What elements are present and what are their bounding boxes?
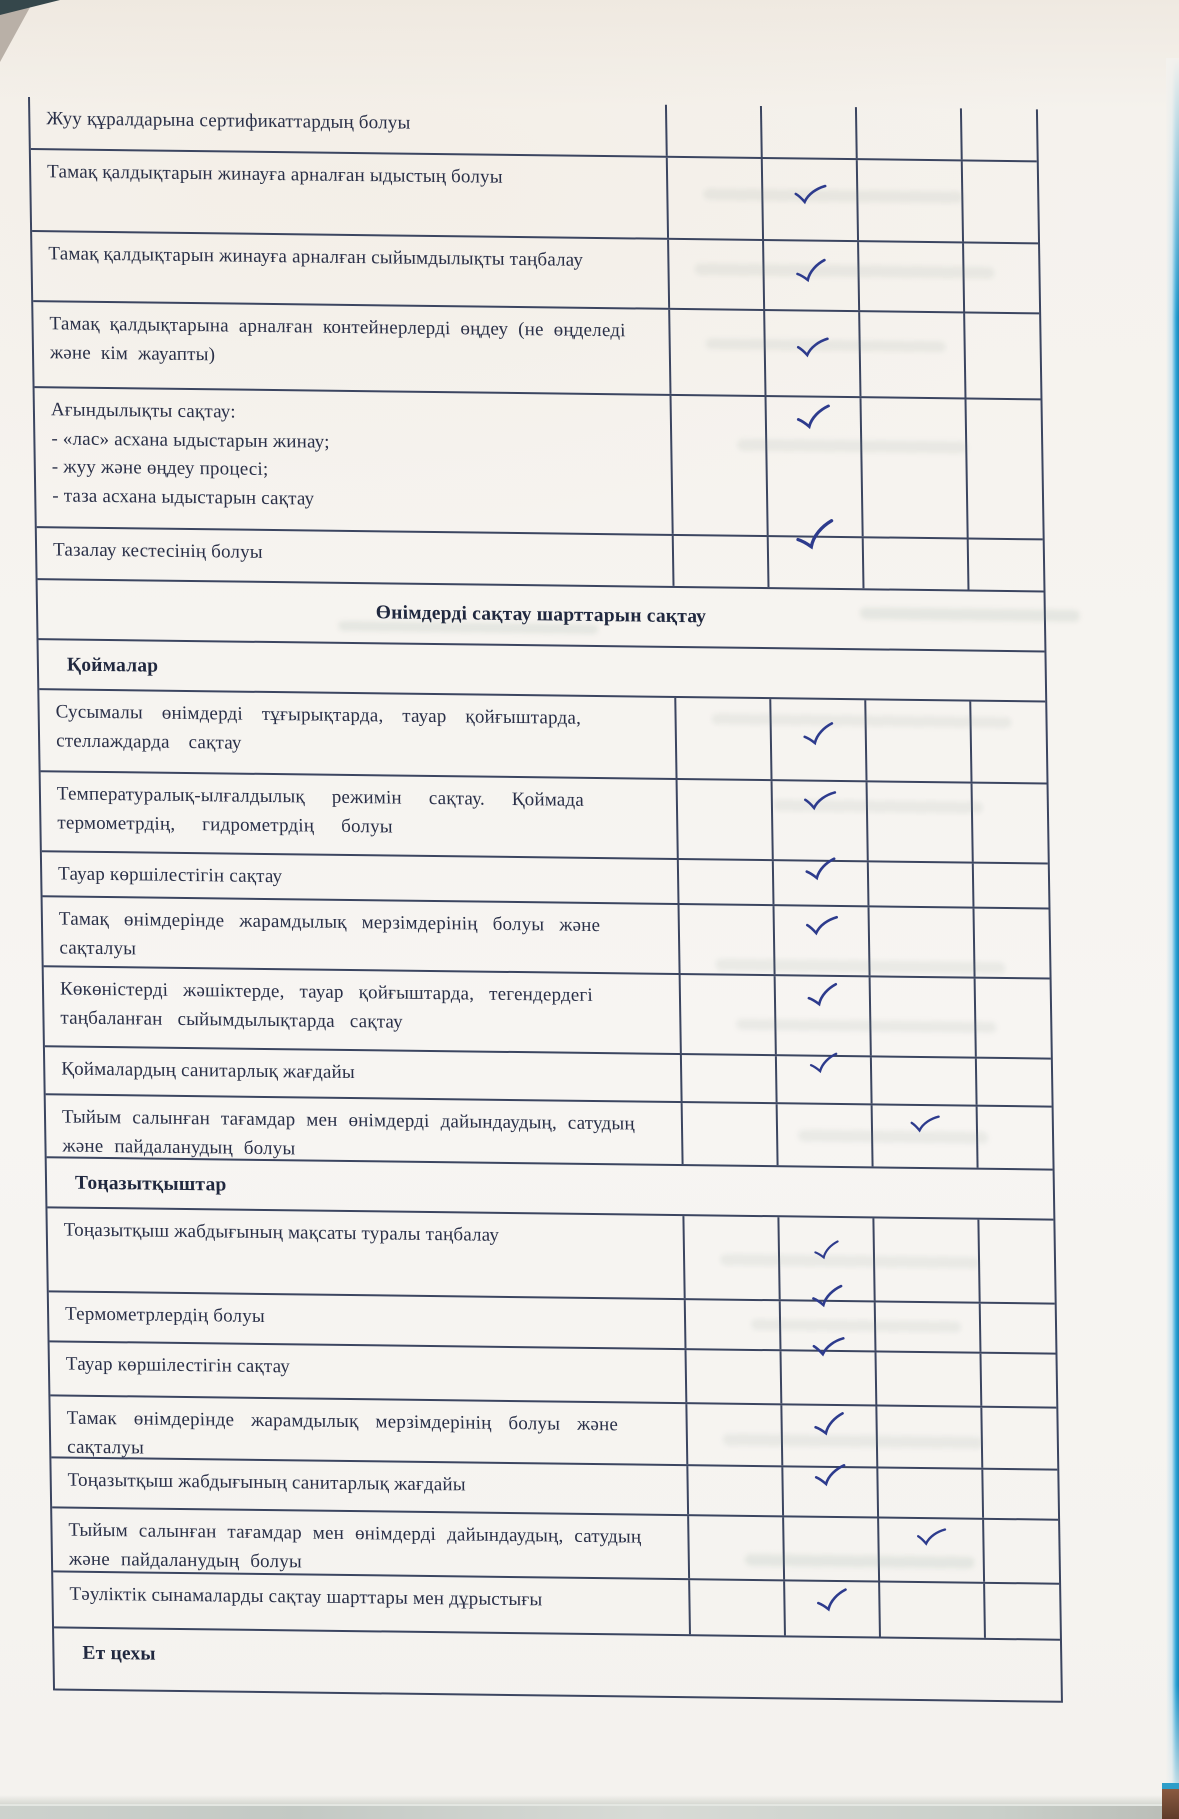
check-cell [969, 702, 1046, 783]
checkmark-icon [811, 1411, 847, 1437]
section-title: Өнімдерді сақтау шарттарын сақтау [375, 602, 707, 628]
check-cell [674, 698, 770, 779]
check-cell [981, 1470, 1058, 1519]
row-label: Температуралық-ылғалдылық режимін сақтау. Қоймада термометрдің, гидрометрдің болуы [56, 783, 585, 838]
item-text-cell [50, 1342, 686, 1402]
row-label: Ағындылықты сақтау: - «лас» асхана ыдыстарын жинау; - жуу және өңдеу процесі; - таза асхана ыдыстарын сақтау [50, 399, 330, 510]
item-text-cell [42, 852, 678, 903]
checkmark-icon [793, 257, 829, 283]
item-text-cell [51, 1458, 687, 1514]
checkmark-icon [811, 1334, 845, 1359]
check-cell [771, 781, 867, 860]
item-text-cell [43, 897, 679, 973]
check-cell [767, 537, 863, 588]
row-label: Тамақ қалдықтарын жинауға арналған ыдыстың болуы [47, 161, 503, 188]
checkmark-icon [813, 1463, 848, 1487]
check-cell [680, 1055, 776, 1102]
row-label: Жуу құралдарына сертификаттардың болуы [46, 108, 411, 134]
check-cell [967, 540, 1044, 591]
row-label: Тоңазытқыш жабдығының санитарлық жағдайы [67, 1469, 466, 1496]
checkmark-icon [804, 982, 840, 1008]
check-cell [775, 1056, 871, 1103]
checkmark-icon [802, 787, 836, 812]
checkmark-icon [915, 1525, 946, 1548]
checkmark-icon [803, 856, 838, 881]
check-cell [862, 538, 968, 589]
check-cell [972, 864, 1049, 908]
item-text-cell [49, 1292, 685, 1348]
table-row [44, 967, 1051, 1059]
section-header: Қоймалар [66, 654, 159, 677]
section-header: Ет цехы [82, 1642, 156, 1665]
table-row [52, 1508, 1059, 1584]
row-label: Көкөністерді жәшіктерде, тауар қойғыштарда, тегендердегі таңбаланған сыйымдылықтарда сақтау [59, 978, 594, 1033]
paper-edge-cyan-stripe [1166, 58, 1179, 1805]
check-cell [765, 397, 862, 536]
check-cell [781, 1467, 877, 1516]
row-label: Тамак өнімдерінде жарамдылық мерзімдерінің болуы және сақталуы [66, 1407, 619, 1459]
table-row [39, 690, 1046, 784]
check-cell [979, 1354, 1056, 1407]
item-text-cell [30, 97, 666, 156]
item-text-cell [45, 1047, 681, 1101]
checkmark-icon [909, 1111, 941, 1134]
check-cell [860, 398, 967, 537]
item-text-cell [52, 1508, 688, 1578]
check-cell [960, 108, 1037, 160]
item-text-cell [31, 150, 667, 238]
check-cell [769, 699, 865, 780]
checkmark-icon [792, 517, 839, 551]
check-cell [971, 784, 1048, 863]
paper-edge-cyan-fade-top [1166, 58, 1179, 318]
row-label: Тәуліктік сынамаларды сақтау шарттары мен дұрыстығы [69, 1583, 543, 1611]
check-cell [774, 976, 870, 1055]
check-cell [983, 1584, 1060, 1639]
row-label: Тыйым салынған тағамдар мен өнімдерді дайындаудың, сатудың және пайдаланудың болуы [68, 1519, 642, 1572]
check-cell [864, 700, 970, 781]
row-label: Тазалау кестесінің болуы [52, 539, 263, 563]
table-row [41, 772, 1048, 864]
item-text-cell [35, 388, 672, 534]
check-cell [686, 1466, 782, 1515]
row-label: Термометрлердің болуы [64, 1303, 266, 1327]
checkmark-icon [795, 335, 829, 359]
section-header-cell [54, 1628, 1061, 1700]
bottom-edge-shadow [0, 1795, 1179, 1804]
item-text-cell [50, 1396, 686, 1464]
table-row [35, 388, 1043, 540]
page-corner-fold-dark [0, 0, 60, 15]
checkmark-icon [793, 181, 827, 206]
bottom-edge-band [0, 1804, 1179, 1819]
checkmark-icon [812, 1240, 841, 1261]
row-label: Сусымалы өнімдерді тұғырықтарда, тауар қойғыштарда, стеллаждарда сақтау [55, 701, 582, 754]
check-cell [858, 312, 964, 397]
section-header: Тоңазытқыштар [74, 1172, 227, 1196]
bleedthrough-smudge [798, 1129, 988, 1143]
checkmark-icon [804, 912, 838, 937]
check-cell [670, 396, 767, 535]
check-cell [870, 1057, 976, 1104]
check-cell [977, 1220, 1054, 1303]
item-text-cell [47, 1208, 683, 1298]
checkmark-icon [800, 721, 836, 746]
item-text-cell [33, 302, 669, 394]
check-cell [783, 1581, 879, 1636]
check-cell [867, 862, 973, 906]
check-cell [676, 780, 772, 859]
check-cell [687, 1516, 783, 1579]
row-label: Тоңазытқыш жабдығының мақсаты туралы таңбалау [63, 1219, 500, 1246]
check-cell [980, 1408, 1057, 1469]
checkmark-icon [814, 1587, 850, 1612]
row-label: Тамақ қалдықтарын жинауға арналған сыйымдылықты таңбалау [48, 243, 584, 271]
check-cell [668, 310, 764, 395]
checkmark-icon [808, 1052, 840, 1074]
section-row [54, 1628, 1061, 1702]
check-cell [975, 1059, 1052, 1106]
row-label: Тыйым салынған тағамдар мен өнімдерді дайындаудың, сатудың және пайдаланудың болуы [61, 1106, 635, 1159]
check-cell [665, 105, 761, 157]
check-cell [979, 1304, 1056, 1353]
row-label: Тауар көршілестігін сақтау [65, 1353, 291, 1378]
item-text-cell [39, 690, 675, 778]
check-cell [672, 536, 768, 587]
check-cell [961, 161, 1038, 242]
row-label: Тамақ өнімдерінде жарамдылық мерзімдерінің болуы және сақталуы [58, 908, 601, 959]
checkmark-icon [810, 1284, 845, 1308]
check-cell [877, 1518, 983, 1581]
item-text-cell [32, 232, 668, 308]
item-text-cell [46, 1095, 682, 1164]
check-cell [875, 1352, 981, 1405]
row-label: Тамақ қалдықтарына арналған контейнерлерді өңдеу (не өңделеді және кім жауапты) [49, 313, 626, 365]
check-cell [760, 106, 856, 158]
check-cell [963, 313, 1040, 398]
check-cell [965, 399, 1043, 538]
check-cell [878, 1582, 984, 1637]
checkmark-icon [794, 403, 832, 430]
check-cell [780, 1351, 876, 1404]
check-cell [866, 782, 972, 861]
row-label: Тауар көршілестігін сақтау [58, 863, 283, 888]
item-text-cell [37, 528, 673, 586]
item-text-cell [41, 772, 677, 858]
check-cell [974, 979, 1051, 1058]
check-cell [685, 1350, 781, 1403]
check-cell [677, 860, 773, 904]
check-cell [869, 977, 975, 1056]
check-cell [763, 311, 859, 396]
bottom-right-corner-artifact [1162, 1783, 1179, 1819]
check-cell [688, 1580, 784, 1635]
document-table [28, 97, 1063, 1703]
check-cell [772, 861, 868, 905]
item-text-cell [44, 967, 680, 1053]
row-label: Қоймалардың санитарлық жағдайы [61, 1058, 356, 1084]
check-cell [681, 1103, 777, 1165]
check-cell [782, 1517, 878, 1580]
check-cell [876, 1468, 982, 1517]
check-cell [855, 107, 961, 159]
item-text-cell [53, 1572, 689, 1634]
check-cell [982, 1520, 1059, 1583]
check-cell [679, 975, 775, 1054]
